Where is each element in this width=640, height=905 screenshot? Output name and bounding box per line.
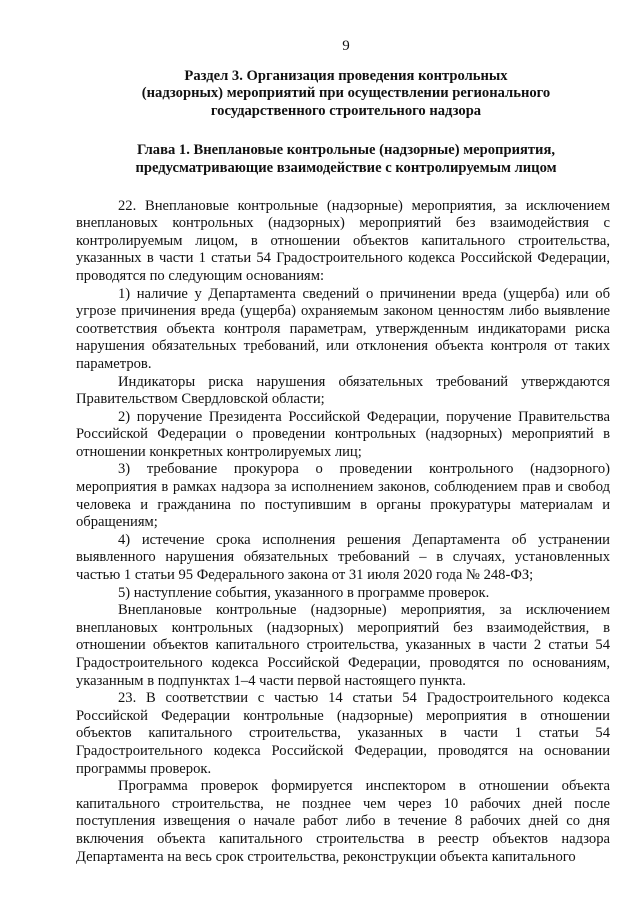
- chapter-title-line: Глава 1. Внеплановые контрольные (надзорные) мероприятия,: [136, 142, 555, 159]
- paragraph-23: 23. В соответствии с частью 14 статьи 54 Градостроительного кодекса Российской Федерации контрольные (надзорные) мероприятия в отношении объектов капитального строительства, указанных в части 1 статьи 54 Градостроительного кодекса Российской Федерации, проводятся на основании программы проверок.: [76, 690, 610, 777]
- document-body: [76, 198, 610, 867]
- paragraph-item-4: 4) истечение срока исполнения решения Департамента об устранении выявленного нарушения обязательных требований – в случаях, установленных частью 1 статьи 95 Федерального закона от 31 июля 2020 года № 248-ФЗ;: [76, 531, 610, 584]
- section-title-line: (надзорных) мероприятий при осуществлении регионального: [141, 85, 551, 102]
- page-number: 9: [342, 38, 350, 54]
- paragraph-item-5: 5) наступление события, указанного в программе проверок.: [118, 584, 490, 601]
- paragraph-22: 22. Внеплановые контрольные (надзорные) мероприятия, за исключением внеплановых контрольных (надзорных) мероприятий без взаимодействия с контролируемым лицом, в отношении объектов капитального строительства, указанных в части 1 статьи 54 Градостроительного кодекса Российской Федерации, проводятся по следующим основаниям:: [76, 197, 610, 284]
- paragraph-program: Программа проверок формируется инспектором в отношении объекта капитального строительства, не позднее чем через 10 рабочих дней после поступления извещения о начале работ либо в течение 8 рабочих дней со дня включения объекта капитального строительства в реестр объектов надзора Департамента на весь срок строительства, реконструкции объекта капитального: [76, 778, 610, 865]
- chapter-title-line: предусматривающие взаимодействие с контролируемым лицом: [135, 159, 557, 176]
- paragraph-unplanned: Внеплановые контрольные (надзорные) мероприятия, за исключением внеплановых контрольных (надзорных) мероприятий без взаимодействия, в отношении объектов капитального строительства, указанных в части 2 статьи 54 Градостроительного кодекса Российской Федерации, проводятся по основаниям, указанным в подпунктах 1–4 части первой настоящего пункта.: [76, 602, 610, 689]
- section-title: [76, 68, 610, 121]
- section-title-line: государственного строительного надзора: [210, 102, 482, 119]
- paragraph-item-3: 3) требование прокурора о проведении контрольного (надзорного) мероприятия в рамках надзора за исполнением законов, соблюдением прав и свобод человека и гражданина по поступившим в органы прокуратуры материалам и обращениям;: [76, 461, 610, 531]
- paragraph-item-2: 2) поручение Президента Российской Федерации, поручение Правительства Российской Федерации о проведении контрольных (надзорных) мероприятий в отношении конкретных контролируемых лиц;: [76, 408, 610, 460]
- chapter-title: [76, 142, 610, 177]
- section-title-line: Раздел 3. Организация проведения контрольных: [184, 67, 508, 84]
- paragraph-item-1: 1) наличие у Департамента сведений о причинении вреда (ущерба) или об угрозе причинения вреда (ущерба) охраняемым законом ценностям либо выявление соответствия объекта контроля параметрам, утвержденным индикаторами риска нарушения обязательных требований, или отклонения объекта контроля от таких параметров.: [76, 285, 610, 372]
- paragraph-indicators: Индикаторы риска нарушения обязательных требований утверждаются Правительством Свердловской области;: [76, 373, 610, 408]
